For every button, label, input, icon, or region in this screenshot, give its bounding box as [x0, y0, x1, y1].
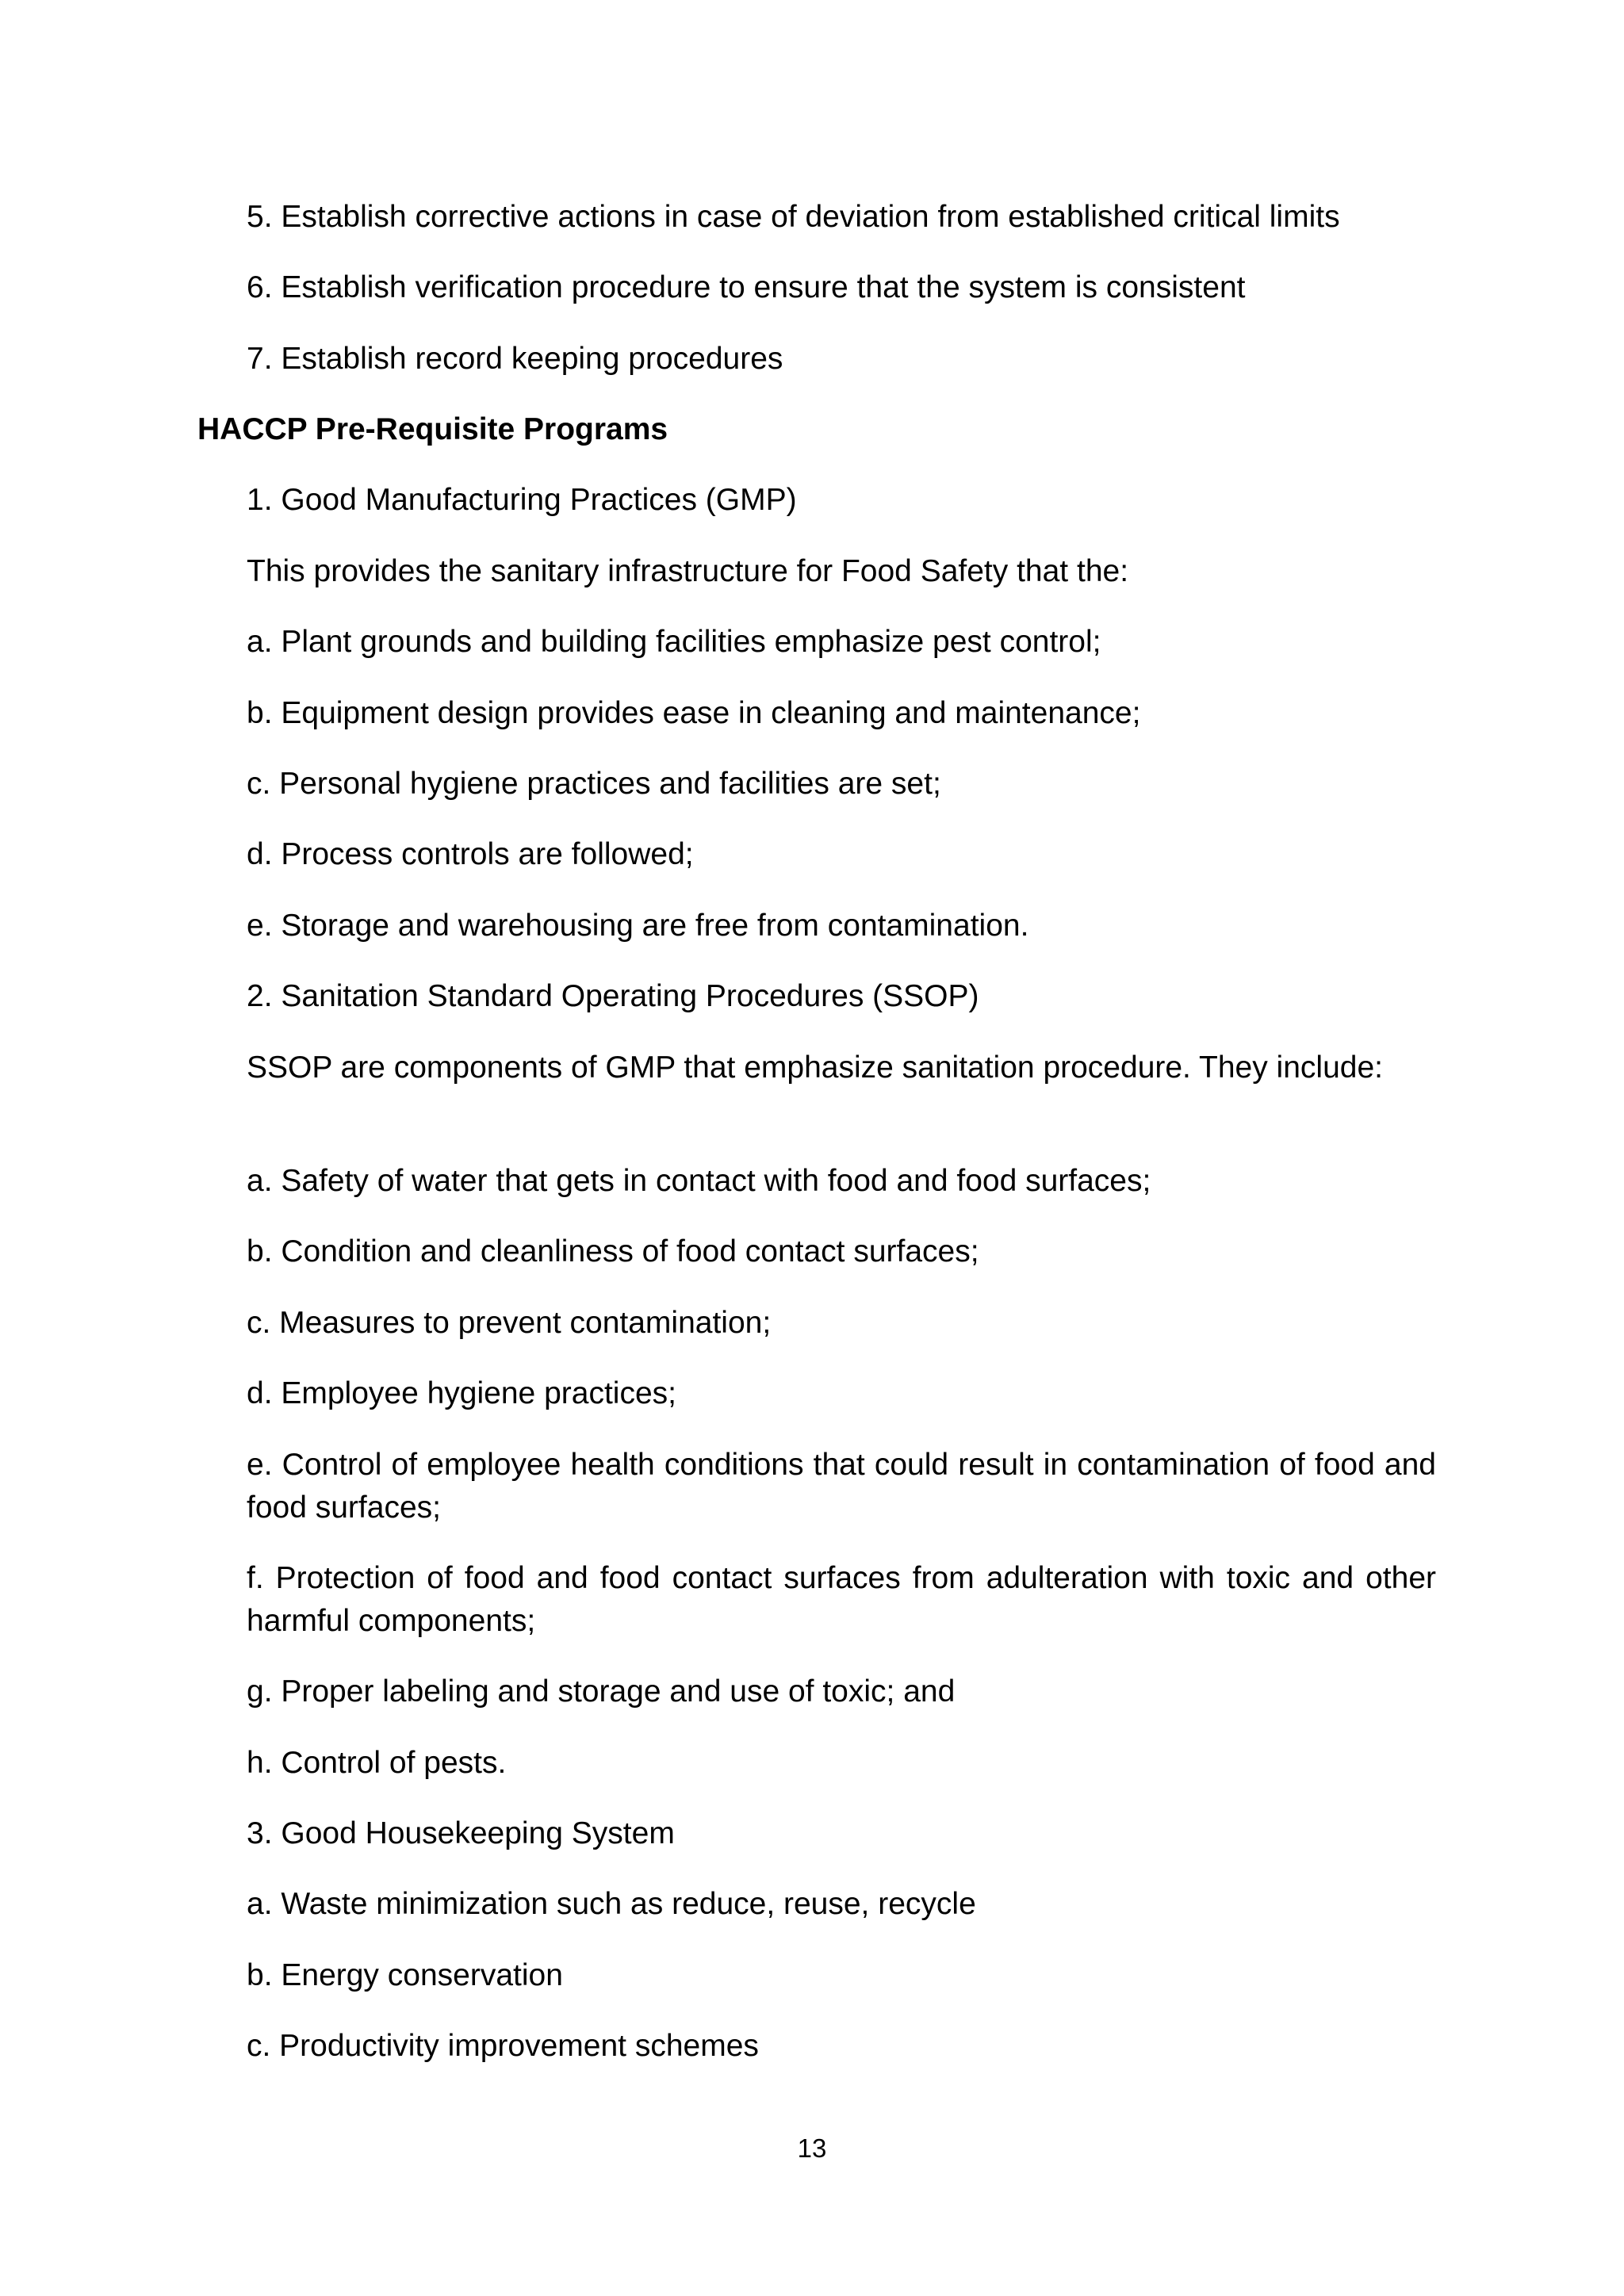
housekeeping-item-a: a. Waste minimization such as reduce, reuse, recycle — [247, 1887, 976, 1921]
housekeeping-item-b: b. Energy conservation — [247, 1958, 563, 1992]
gmp-item-d: d. Process controls are followed; — [247, 837, 694, 871]
gmp-item-a: a. Plant grounds and building facilities emphasize pest control; — [247, 625, 1101, 659]
ssop-item-g: g. Proper labeling and storage and use of toxic; and — [247, 1674, 956, 1709]
section-heading: HACCP Pre-Requisite Programs — [197, 412, 668, 446]
ssop-item-h: h. Control of pests. — [247, 1746, 507, 1780]
gmp-item-e: e. Storage and warehousing are free from contamination. — [247, 909, 1029, 943]
ssop-item-e: e. Control of employee health conditions that could result in contamination of food and food surfaces; — [247, 1448, 1436, 1525]
page-number: 13 — [797, 2133, 827, 2163]
gmp-item-b: b. Equipment design provides ease in cleaning and maintenance; — [247, 696, 1141, 730]
step-7-text: 7. Establish record keeping procedures — [247, 342, 783, 376]
ssop-item-b: b. Condition and cleanliness of food contact surfaces; — [247, 1234, 979, 1269]
ssop-title: 2. Sanitation Standard Operating Procedures (SSOP) — [247, 979, 979, 1013]
step-5-text: 5. Establish corrective actions in case of deviation from established critical limits — [247, 200, 1340, 234]
housekeeping-title: 3. Good Housekeeping System — [247, 1816, 675, 1850]
gmp-item-c: c. Personal hygiene practices and facilities are set; — [247, 767, 941, 801]
gmp-intro: This provides the sanitary infrastructure for Food Safety that the: — [247, 554, 1129, 588]
ssop-item-a: a. Safety of water that gets in contact with food and food surfaces; — [247, 1164, 1151, 1198]
gmp-title: 1. Good Manufacturing Practices (GMP) — [247, 483, 797, 517]
housekeeping-item-c: c. Productivity improvement schemes — [247, 2029, 759, 2063]
ssop-item-d: d. Employee hygiene practices; — [247, 1376, 676, 1410]
ssop-item-c: c. Measures to prevent contamination; — [247, 1306, 772, 1340]
step-6-text: 6. Establish verification procedure to ensure that the system is consistent — [247, 270, 1246, 304]
ssop-item-f: f. Protection of food and food contact surfaces from adulteration with toxic and other harmful components; — [247, 1561, 1436, 1638]
ssop-intro: SSOP are components of GMP that emphasize sanitation procedure. They include: — [247, 1050, 1383, 1085]
